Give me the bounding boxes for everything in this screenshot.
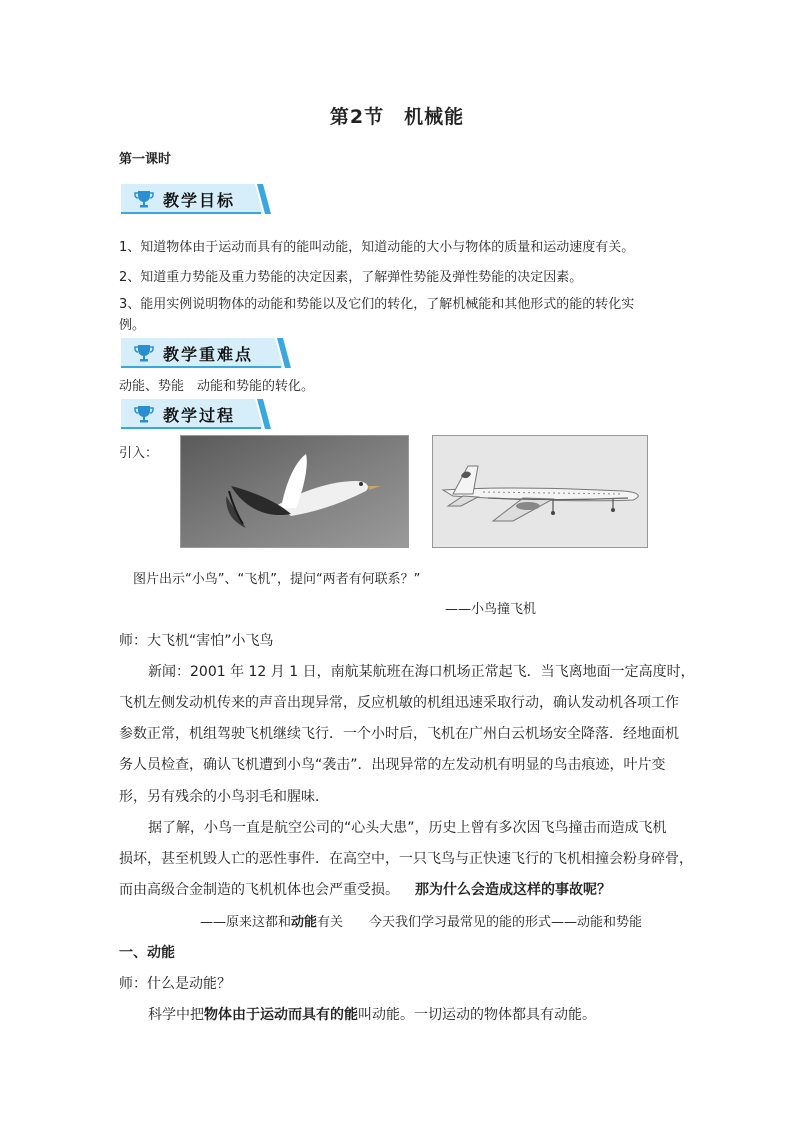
news-line-1: 新闻：2001 年 12 月 1 日，南航某航班在海口机场正常起飞．当飞离地面一定高度时， bbox=[148, 664, 695, 680]
para2-line-2: 损坏，甚至机毁人亡的恶性事件．在高空中，一只飞鸟与正快速飞行的飞机相撞会粉身碎骨， bbox=[119, 851, 693, 867]
objective-2: 2、知道重力势能及重力势能的决定因素，了解弹性势能及弹性势能的决定因素。 bbox=[119, 270, 583, 285]
para2-line-3 bbox=[119, 879, 611, 899]
trophy-icon bbox=[134, 343, 154, 363]
news-line-5: 形，另有残余的小鸟羽毛和腥味． bbox=[119, 789, 329, 805]
banner-title: 教学重难点 bbox=[163, 345, 254, 364]
airplane-photo bbox=[432, 435, 648, 548]
conclusion-c: 有关 今天我们学习最常见的能的形式——动能和势能 bbox=[317, 915, 643, 930]
news-line-2: 飞机左侧发动机传来的声音出现异常，反应机敏的机组迅速采取行动，确认发动机各项工作 bbox=[119, 695, 679, 711]
trophy-icon bbox=[134, 189, 154, 209]
para2-last: 而由高级合金制造的飞机机体也会严重受损。 bbox=[119, 882, 399, 898]
teacher-question: 师：什么是动能？ bbox=[119, 976, 231, 992]
key-points-text: 动能、势能 动能和势能的转化。 bbox=[119, 379, 315, 394]
seagull-photo bbox=[180, 435, 409, 548]
objective-3-cont: 例。 bbox=[119, 318, 146, 333]
conclusion-line bbox=[200, 911, 642, 930]
objective-1: 1、知道物体由于运动而具有的能叫动能，知道动能的大小与物体的质量和运动速度有关。 bbox=[119, 240, 635, 255]
teacher-line: 师：大飞机“害怕”小飞鸟 bbox=[119, 633, 274, 649]
intro-label: 引入： bbox=[119, 446, 159, 461]
image-subcaption: ——小鸟撞飞机 bbox=[445, 602, 537, 617]
lesson-label: 第一课时 bbox=[119, 152, 172, 167]
page-title: 第2节 机械能 bbox=[329, 106, 465, 128]
definition-b: 物体由于运动而具有的能 bbox=[204, 1007, 358, 1023]
news-line-4: 务人员检查，确认飞机遭到小鸟“袭击”．出现异常的左发动机有明显的鸟击痕迹，叶片变 bbox=[119, 757, 666, 773]
objective-3: 3、能用实例说明物体的动能和势能以及它们的转化，了解机械能和其他形式的能的转化实 bbox=[119, 297, 635, 312]
definition-a: 科学中把 bbox=[148, 1007, 204, 1023]
definition-c: 叫动能。一切运动的物体都具有动能。 bbox=[358, 1007, 596, 1023]
definition-line bbox=[148, 1004, 596, 1024]
section-banner-key-points bbox=[121, 338, 271, 368]
trophy-icon bbox=[134, 404, 154, 424]
conclusion-b: 动能 bbox=[291, 915, 318, 930]
banner-title: 教学过程 bbox=[163, 406, 236, 425]
para2-line-1: 据了解，小鸟一直是航空公司的“心头大患”，历史上曾有多次因飞鸟撞击而造成飞机 bbox=[148, 820, 667, 836]
banner-title: 教学目标 bbox=[163, 191, 236, 210]
section-banner-objectives bbox=[121, 184, 271, 214]
section-banner-process bbox=[121, 399, 271, 429]
heading-kinetic-energy: 一、动能 bbox=[119, 945, 175, 961]
image-caption: 图片出示“小鸟”、“飞机”，提问“两者有何联系？” bbox=[133, 572, 421, 587]
news-line-3: 参数正常，机组驾驶飞机继续飞行．一个小时后，飞机在广州白云机场安全降落．经地面机 bbox=[119, 726, 679, 742]
para2-question: 那为什么会造成这样的事故呢？ bbox=[415, 882, 611, 898]
conclusion-a: ——原来这都和 bbox=[200, 915, 292, 930]
